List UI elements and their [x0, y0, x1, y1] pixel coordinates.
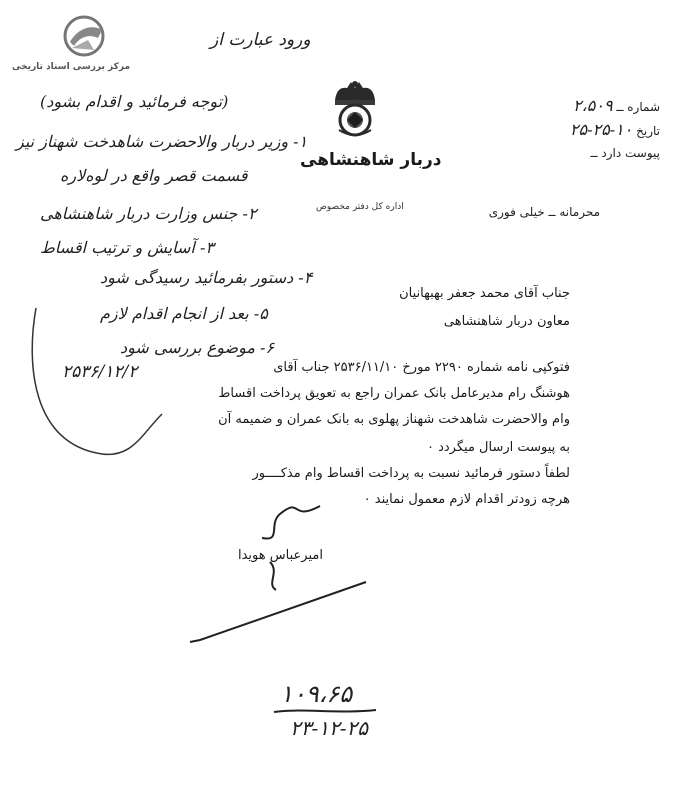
- handwritten-note: ۵- بعد از انجام اقدام لازم: [100, 304, 268, 323]
- handwritten-number: ۱۰۹،۶۵: [280, 680, 353, 708]
- body-line: هرچه زودتر اقدام لازم معمول نمایند ٠: [363, 492, 570, 507]
- body-line: به پیوست ارسال میگردد ٠: [426, 440, 570, 455]
- handwritten-note: (توجه فرمائید و اقدام بشود): [40, 92, 229, 111]
- court-name: دربار شاهنشاهی: [300, 150, 442, 170]
- handwritten-note: ۶- موضوع بررسی شود: [120, 338, 275, 357]
- body-line: وام والاحضرت شاهدخت شهناز پهلوی به بانک عمران و ضمیمه آن: [218, 412, 570, 427]
- date-field: [570, 120, 660, 139]
- handwritten-date: ۲۵۳۶/۱۲/۲: [62, 362, 138, 382]
- handwritten-note: ورود عبارت از: [210, 30, 311, 50]
- watermark-text: مرکز بررسی اسناد تاریخی: [12, 62, 131, 72]
- underline-stroke: [270, 704, 380, 718]
- signature-scribble: [170, 492, 370, 652]
- archive-watermark: [12, 14, 131, 74]
- recipient-name: جناب آقای محمد جعفر بهبهانیان: [399, 286, 570, 301]
- recipient-title: معاون دربار شاهنشاهی: [443, 314, 570, 329]
- handwritten-note: قسمت قصر واقع در لوه‌لاره: [60, 166, 248, 185]
- number-value: ۲،۵۰۹: [573, 96, 613, 115]
- office-line: اداره کل دفتر مخصوص: [316, 202, 404, 212]
- date-label: تاریخ: [636, 124, 660, 138]
- number-field: [573, 96, 660, 115]
- handwritten-note: ۳- آسایش و ترتیب اقساط: [40, 238, 214, 257]
- margin-bracket: [22, 304, 182, 494]
- number-label: شماره ــ: [616, 100, 660, 114]
- handwritten-note-bottom: ۲۳-۱۲-۲۵: [290, 716, 368, 740]
- royal-crest-icon: [325, 78, 385, 140]
- archive-logo-icon: [58, 14, 108, 60]
- handwritten-note: ۴- دستور بفرمائید رسیدگی شود: [100, 268, 313, 287]
- handwritten-note: ۱- وزیر دربار والاحضرت شاهدخت شهناز نیز: [16, 132, 308, 151]
- attachment-label: پیوست دارد ــ: [590, 146, 660, 160]
- signatory-name: امیرعباس هویدا: [238, 548, 323, 563]
- handwritten-note: ۲- جنس وزارت دربار شاهنشاهی: [40, 204, 257, 223]
- date-value: ۱۰-۲۵-۲۵: [569, 120, 633, 139]
- body-line: هوشنگ رام مدیرعامل بانک عمران راجع به تعویق پرداخت اقساط: [218, 386, 570, 401]
- body-line: فتوکپی نامه شماره ۲۲۹۰ مورخ ۲۵۳۶/۱۱/۱۰ جناب آقای: [273, 360, 570, 375]
- body-line: لطفاً دستور فرمائید نسبت به پرداخت اقساط وام مذکــــور: [252, 466, 570, 481]
- secrecy-label: محرمانه ــ خیلی فوری: [488, 205, 600, 219]
